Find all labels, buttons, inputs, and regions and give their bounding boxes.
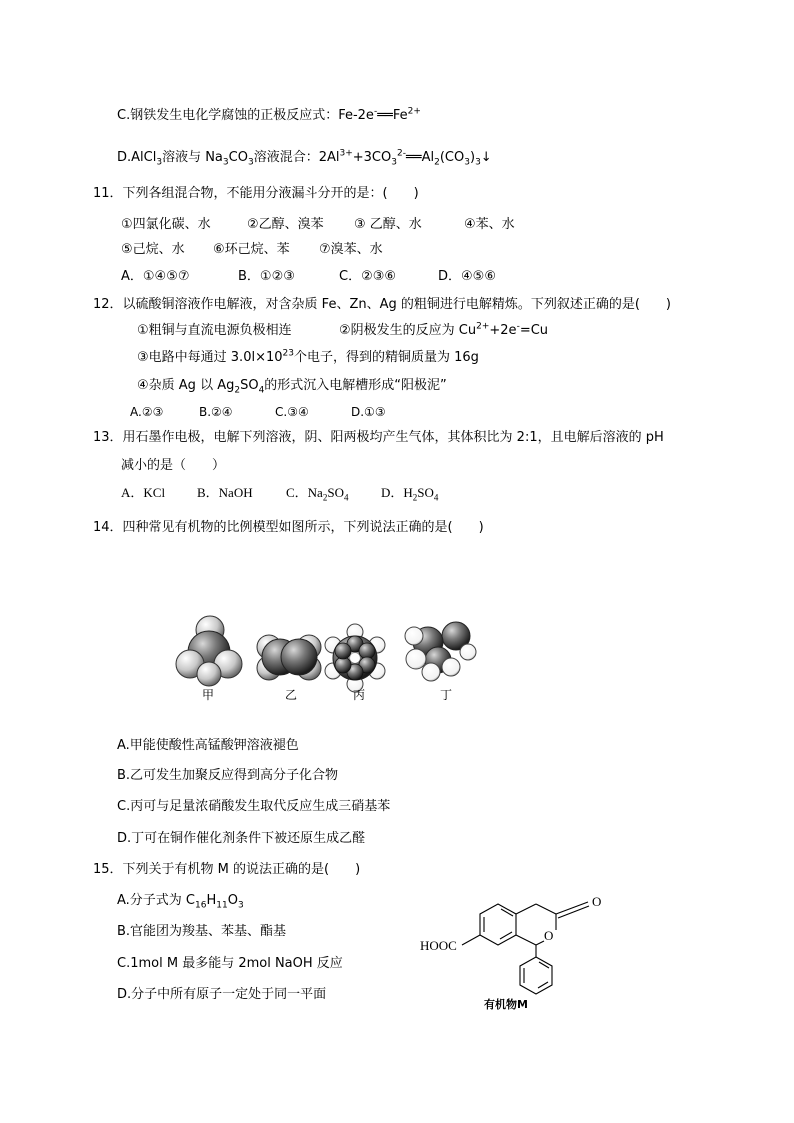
- q11-option-c: C．②③⑥: [339, 269, 397, 284]
- model-bing: [325, 624, 385, 692]
- q12-option-c: C.③④: [275, 405, 309, 419]
- atom-hooc: HOOC: [420, 938, 457, 953]
- q14-stem: 14．四种常见有机物的比例模型如图所示，下列说法正确的是( ): [93, 520, 484, 535]
- q11-option-a: A．①④⑤⑦: [121, 269, 190, 284]
- q14-option-d: D.丁可在铜作催化剂条件下被还原生成乙醛: [117, 831, 366, 846]
- q11-stem: 11．下列各组混合物，不能用分液漏斗分开的是：( ): [93, 186, 419, 201]
- q14-option-a: A.甲能使酸性高锰酸钾溶液褪色: [117, 738, 299, 753]
- q13-stem-line2: 减小的是（ ）: [121, 458, 226, 473]
- q15-option-d: D.分子中所有原子一定处于同一平面: [117, 987, 327, 1002]
- model-jia: [176, 616, 242, 686]
- q11-options: [121, 268, 496, 286]
- atom-o-carbonyl: O: [592, 894, 602, 909]
- q12-options: [130, 403, 386, 421]
- atom-o-ring: O: [544, 928, 554, 943]
- model-yi: [257, 635, 321, 680]
- q10-option-c: C.钢铁发生电化学腐蚀的正极反应式：$Fe-2e^-══Fe^{2+}$: [117, 106, 421, 123]
- q13-option-c: C．$Na_2SO_4$: [286, 485, 349, 503]
- q15-option-c: C.1mol M 最多能与 2mol NaOH 反应: [117, 956, 343, 971]
- q13-options: [121, 484, 438, 502]
- label-ding: 丁: [440, 688, 453, 702]
- label-jia: 甲: [202, 688, 215, 702]
- q12-statement-1: ①粗铜与直流电源负极相连: [137, 323, 292, 338]
- label-bing: 丙: [353, 688, 366, 702]
- q13-option-d: D．$H_2SO_4$: [381, 485, 439, 503]
- q13-option-a: A．KCl: [121, 485, 166, 500]
- q12-statement-2: ②阴极发生的反应为 $Cu^{2+}+2e^-=Cu$: [339, 321, 549, 338]
- q12-statement-3: ③电路中每通过 $3.0l\times 10^{23}$个电子，得到的精铜质量为 16g: [137, 348, 479, 365]
- model-ding: [405, 622, 476, 681]
- q11-item-5: ⑤己烷、水: [121, 242, 185, 257]
- q15-stem: 15．下列关于有机物 M 的说法正确的是( ): [93, 862, 361, 877]
- q12-statement-4: ④杂质 Ag 以 $Ag_2SO_4$的形式沉入电解槽形成“阳极泥”: [137, 378, 447, 396]
- q12-option-a: A.②③: [130, 405, 164, 419]
- q11-item-2: ②乙醇、溴苯: [247, 217, 324, 232]
- q15-option-b: B.官能团为羧基、苯基、酯基: [117, 924, 287, 939]
- q11-item-7: ⑦溴苯、水: [319, 242, 383, 257]
- structure-m-figure: [418, 880, 618, 1015]
- structure-m-caption: 有机物M: [484, 998, 528, 1011]
- q10-option-d: D.AlCl$_3$溶液与 $Na_3CO_3$溶液混合：$2Al^{3+}+3CO_3^{2-}══Al_2(CO_3)_3↓$: [117, 148, 492, 168]
- q11-item-6: ⑥环己烷、苯: [213, 242, 290, 257]
- q12-option-b: B.②④: [199, 405, 233, 419]
- q12-stem: 12．以硫酸铜溶液作电解液，对含杂质 Fe、Zn、Ag 的粗铜进行电解精炼。下列叙述正确的是( ): [93, 297, 672, 312]
- structure-m-bonds: [462, 902, 589, 994]
- q11-items-row2: [121, 241, 383, 259]
- q13-stem-line1: 13．用石墨作电极，电解下列溶液，阴、阳两极均产生气体，其体积比为 2:1，且电解后溶液的 pH: [93, 430, 664, 445]
- q11-item-4: ④苯、水: [464, 217, 515, 232]
- q13-option-b: B．NaOH: [197, 485, 253, 500]
- q11-option-b: B．①②③: [238, 269, 295, 284]
- q11-item-3: ③ 乙醇、水: [354, 217, 422, 232]
- q14-option-b: B.乙可发生加聚反应得到高分子化合物: [117, 768, 339, 783]
- q11-item-1: ①四氯化碳、水: [121, 217, 211, 232]
- q14-option-c: C.丙可与足量浓硝酸发生取代反应生成三硝基苯: [117, 799, 391, 814]
- q12-option-d: D.①③: [351, 405, 386, 419]
- label-yi: 乙: [285, 688, 298, 702]
- q15-option-a: A.分子式为 $C_{16}H_{11}O_3$: [117, 893, 244, 911]
- q12-statements-row1: [137, 322, 548, 340]
- q11-items-row1: [121, 216, 515, 234]
- q11-option-d: D．④⑤⑥: [438, 269, 496, 284]
